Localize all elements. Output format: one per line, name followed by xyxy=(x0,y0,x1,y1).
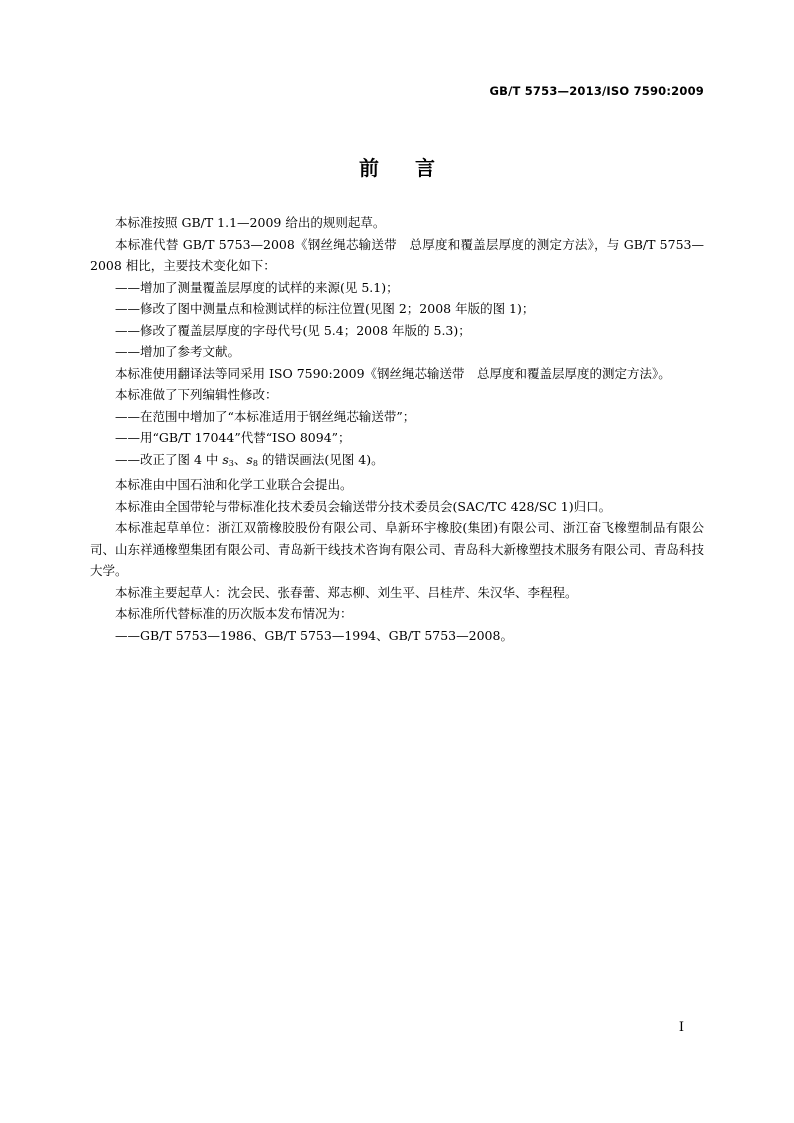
paragraph-editorial-changes: 本标准做了下列编辑性修改： xyxy=(115,387,278,402)
list-item-previous-editions: ——GB/T 5753—1986、GB/T 5753—1994、GB/T 5753—2008。 xyxy=(115,627,513,643)
symbol-s8-base: s xyxy=(246,451,253,467)
paragraph-drafting-organizations: 本标准起草单位：浙江双箭橡胶股份有限公司、阜新环宇橡胶(集团)有限公司、浙江奋飞橡塑制品有限公司、山东祥通橡塑集团有限公司、青岛新干线技术咨询有限公司、青岛科大新橡塑技术服务有限公司、青岛科技大学。 xyxy=(90,520,704,578)
paragraph-replaces-standard: 本标准代替 GB/T 5753—2008《钢丝绳芯输送带 总厚度和覆盖层厚度的测定方法》，与 GB/T 5753—2008 相比，主要技术变化如下： xyxy=(90,236,704,273)
paragraph-technical-committee: 本标准由全国带轮与带标准化技术委员会输送带分技术委员会(SAC/TC 428/SC 1)归口。 xyxy=(115,498,612,514)
paragraph-drafting-rules: 本标准按照 GB/T 1.1—2009 给出的规则起草。 xyxy=(115,215,386,230)
symbol-s3-sub: 3 xyxy=(228,458,234,468)
list-item-change-2: ——修改了图中测量点和检测试样的标注位置(见图 2；2008 年版的图 1)； xyxy=(115,301,535,316)
editorial-3-suffix: 的错误画法(见图 4)。 xyxy=(257,451,384,467)
paragraph-main-drafters: 本标准主要起草人：沈会民、张春蕾、郑志柳、刘生平、吕桂芹、朱汉华、李程程。 xyxy=(115,584,578,600)
symbol-s3-base: s xyxy=(222,451,229,467)
list-item-change-1: ——增加了测量覆盖层厚度的试样的来源(见 5.1)； xyxy=(115,279,399,295)
paragraph-proposed-by: 本标准由中国石油和化学工业联合会提出。 xyxy=(115,477,353,492)
list-item-editorial-1: ——在范围中增加了“本标准适用于钢丝绳芯输送带”； xyxy=(115,408,416,424)
page-number: I xyxy=(678,1020,684,1035)
list-item-editorial-2: ——用“GB/T 17044”代替“ISO 8094”； xyxy=(115,430,351,445)
list-item-change-4: ——增加了参考文献。 xyxy=(115,344,241,359)
foreword-body xyxy=(90,212,704,646)
editorial-3-prefix: ——改正了图 4 中 xyxy=(115,451,223,467)
symbol-s8-sub: 8 xyxy=(252,458,258,468)
paragraph-previous-editions: 本标准所代替标准的历次版本发布情况为： xyxy=(115,606,353,621)
list-item-change-3: ——修改了覆盖层厚度的字母代号(见 5.4；2008 年版的 5.3)； xyxy=(115,322,471,338)
list-item-editorial-3 xyxy=(90,449,704,475)
standard-code-header: GB/T 5753—2013/ISO 7590:2009 xyxy=(489,84,704,98)
page-title: 前言 xyxy=(359,156,471,180)
symbol-separator: 、 xyxy=(233,451,247,467)
paragraph-translation-method: 本标准使用翻译法等同采用 ISO 7590:2009《钢丝绳芯输送带 总厚度和覆盖层厚度的测定方法》。 xyxy=(115,365,671,381)
